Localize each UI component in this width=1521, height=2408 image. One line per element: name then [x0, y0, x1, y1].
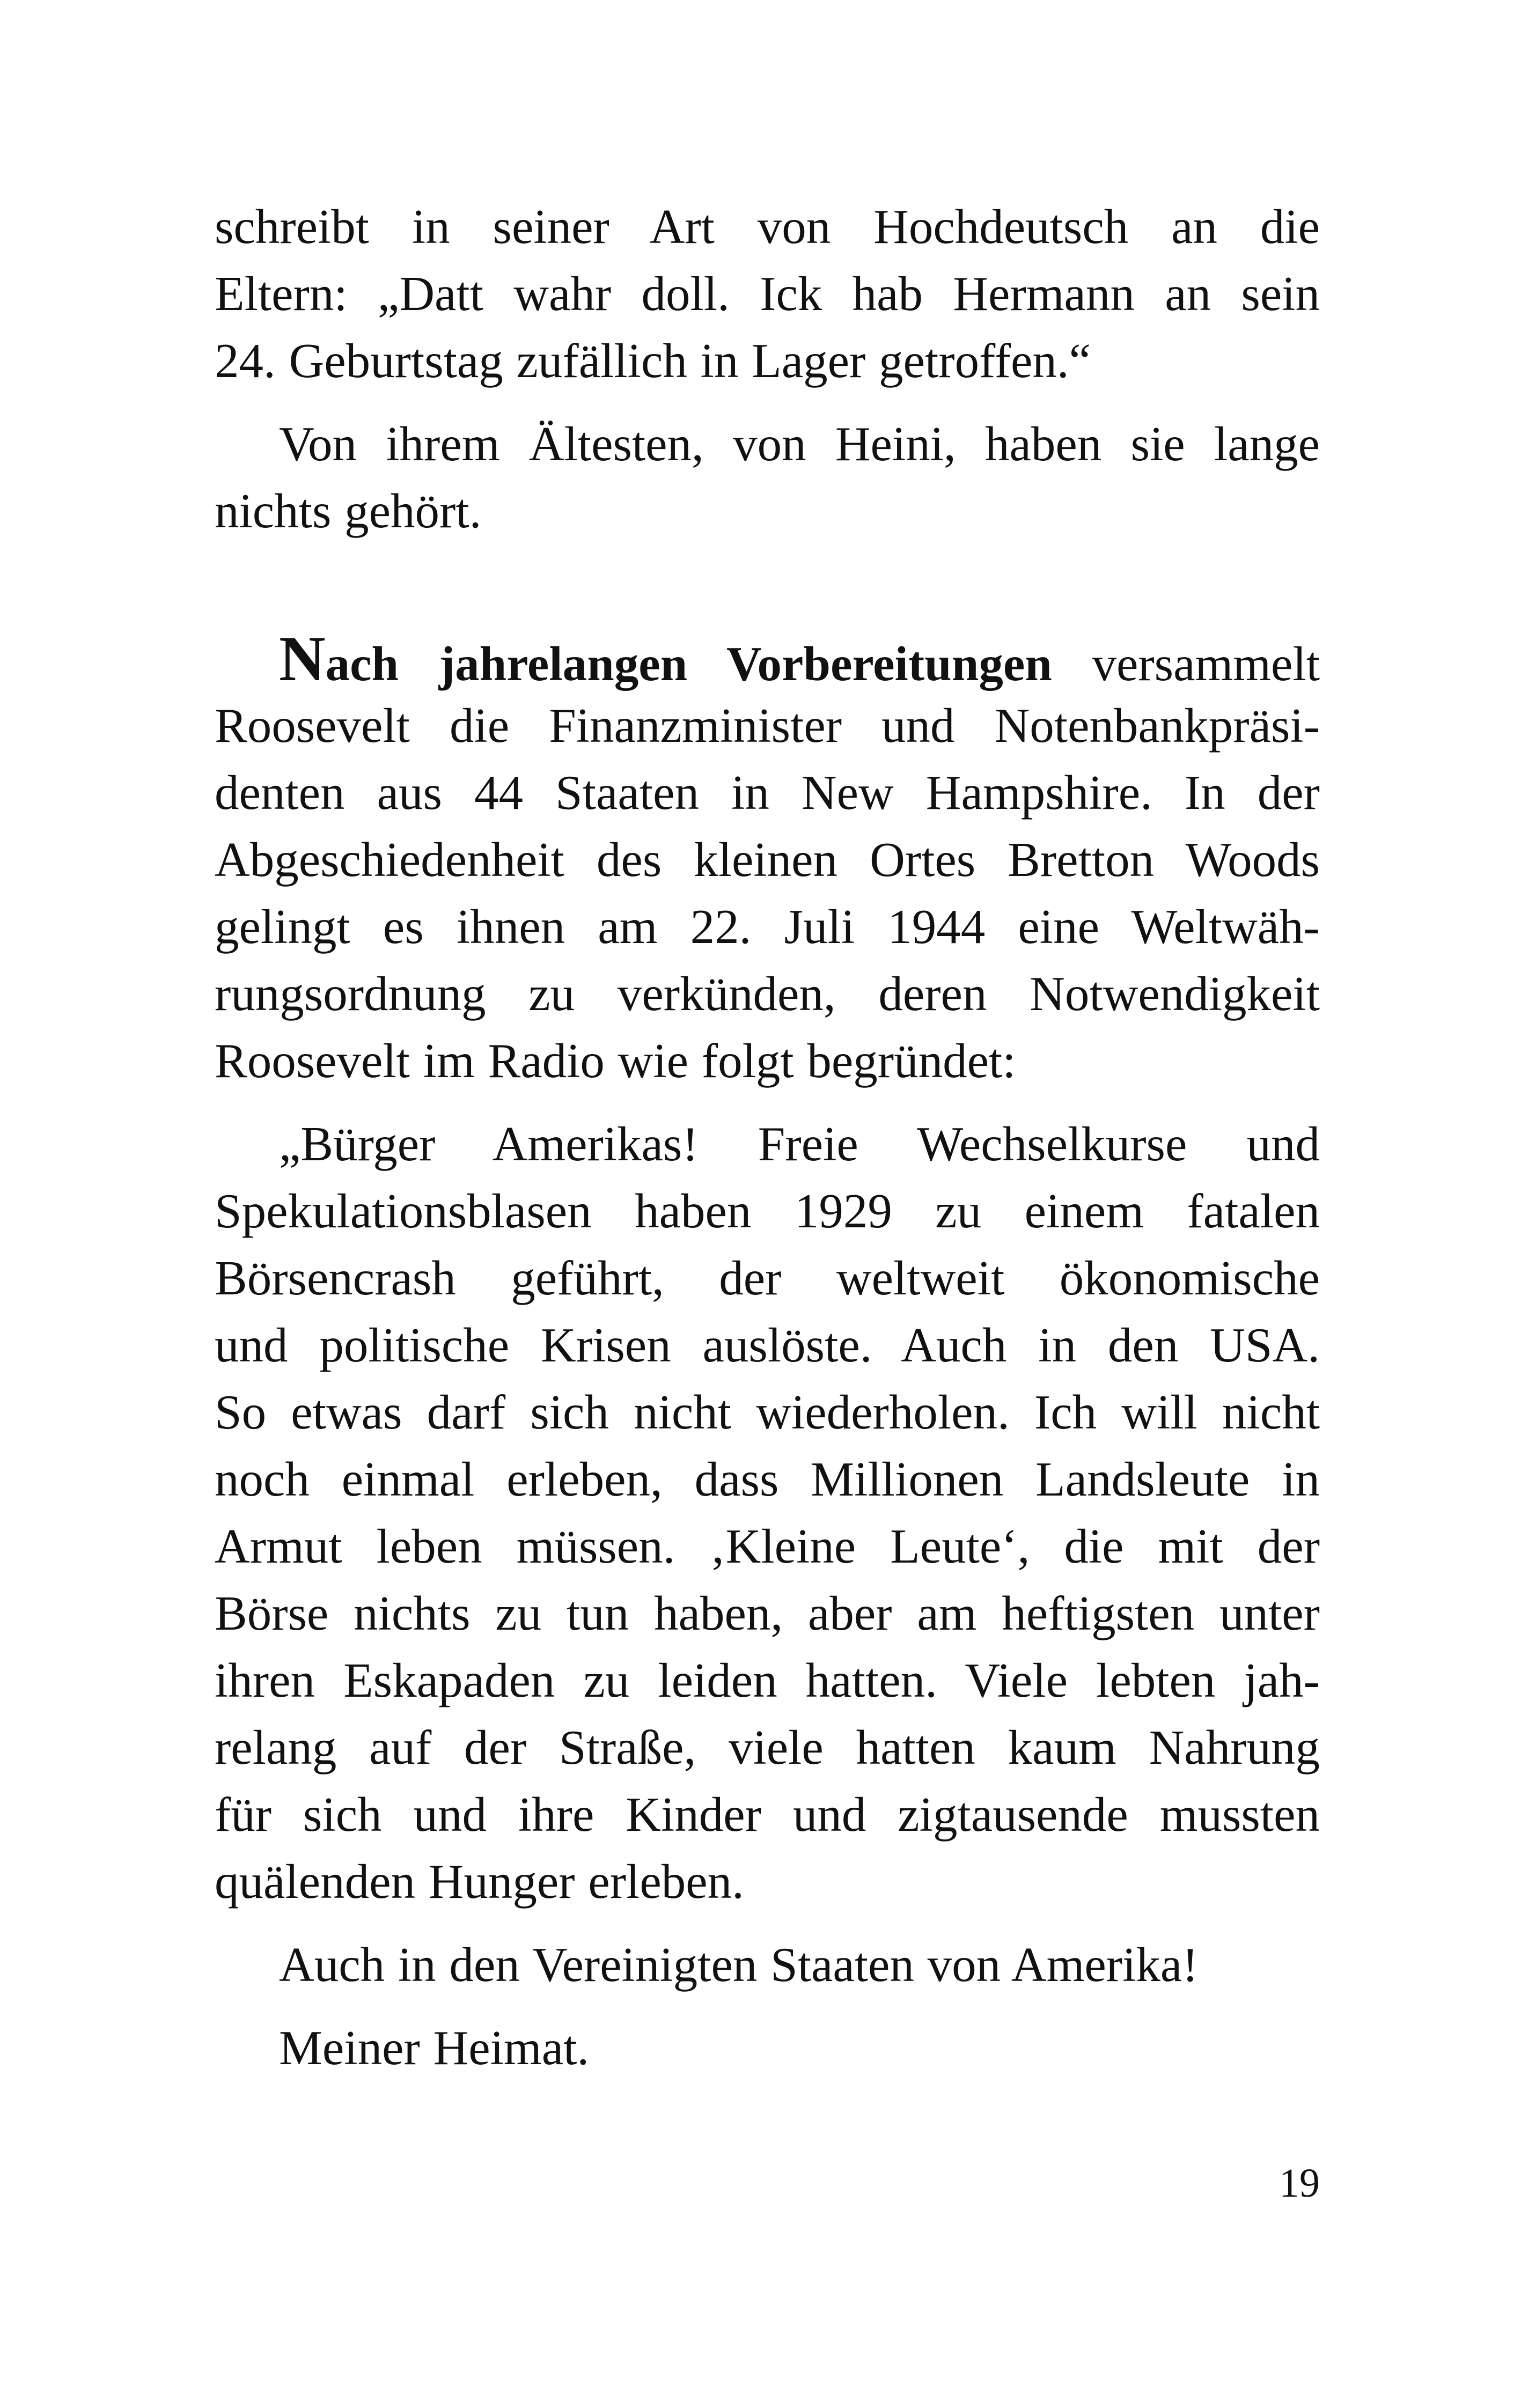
section-lead-tail: versammelt	[1092, 637, 1320, 691]
text-line: nichts gehört.	[215, 484, 482, 538]
text-line: und politische Krisen auslöste. Auch in den USA.	[215, 1318, 1320, 1372]
text-line: Von ihrem Ältesten, von Heini, haben sie lange	[279, 417, 1320, 471]
text-line: Auch in den Vereinigten Staaten von Amerika!	[279, 1938, 1199, 1992]
text-line: rungsordnung zu verkünden, deren Notwendigkeit	[215, 967, 1320, 1021]
text-line: denten aus 44 Staaten in New Hampshire. In der	[215, 765, 1320, 820]
text-line: So etwas darf sich nicht wiederholen. Ich will nicht	[215, 1385, 1320, 1439]
page-number: 19	[1279, 2161, 1320, 2206]
text-line: ihren Eskapaden zu leiden hatten. Viele lebten jah-	[215, 1653, 1320, 1707]
section-lead-text: ach jahrelangen Vorbereitungen	[325, 637, 1052, 691]
section-bretton-woods	[215, 625, 1320, 1094]
text-line: Börsencrash geführt, der weltweit ökonomische	[215, 1251, 1320, 1305]
text-line: Armut leben müssen. ‚Kleine Leute‘, die mit der	[215, 1519, 1320, 1573]
paragraph-continuation	[215, 193, 1320, 394]
paragraph-heimat	[215, 2014, 1320, 2081]
paragraph-usa	[215, 1931, 1320, 1998]
paragraph-heini	[215, 410, 1320, 544]
text-line: noch einmal erleben, dass Millionen Landsleute in	[215, 1452, 1320, 1506]
page-body	[215, 193, 1320, 2081]
text-line: Abgeschiedenheit des kleinen Ortes Bretton Woods	[215, 833, 1320, 887]
section-initial: N	[279, 623, 326, 694]
text-line: „Bürger Amerikas! Freie Wechselkurse und	[279, 1117, 1320, 1171]
section-lead-line	[215, 625, 1320, 692]
text-line: Börse nichts zu tun haben, aber am heftigsten unter	[215, 1586, 1320, 1640]
paragraph-quote	[215, 1110, 1320, 1915]
text-line: Roosevelt im Radio wie folgt begründet:	[215, 1034, 1016, 1088]
text-line: schreibt in seiner Art von Hochdeutsch an die	[215, 200, 1320, 254]
text-line: Spekulationsblasen haben 1929 zu einem fatalen	[215, 1184, 1320, 1238]
section-lead	[279, 623, 1052, 694]
text-line: Roosevelt die Finanzminister und Notenbankpräsi-	[215, 698, 1320, 753]
text-line: für sich und ihre Kinder und zigtausende mussten	[215, 1787, 1320, 1842]
text-line: 24. Geburtstag zufällich in Lager getroffen.“	[215, 334, 1091, 388]
text-line: gelingt es ihnen am 22. Juli 1944 eine Weltwäh-	[215, 900, 1320, 954]
text-line: Meiner Heimat.	[279, 2021, 590, 2075]
text-line: quälenden Hunger erleben.	[215, 1854, 744, 1909]
text-line: relang auf der Straße, viele hatten kaum Nahrung	[215, 1720, 1320, 1774]
text-line: Eltern: „Datt wahr doll. Ick hab Hermann an sein	[215, 267, 1320, 321]
